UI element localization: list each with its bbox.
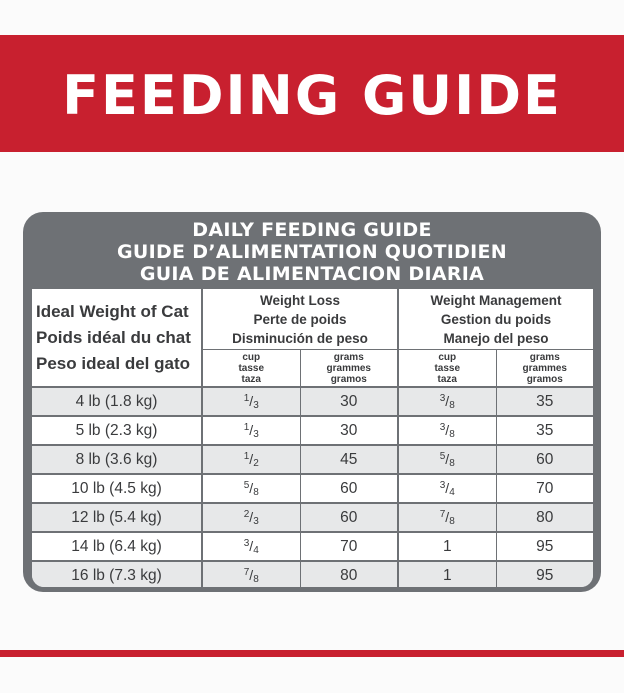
weight-header-fr: Poids idéal du chat bbox=[36, 327, 191, 347]
whole-number: 1 bbox=[442, 566, 452, 584]
mgmt-grams-header bbox=[496, 350, 593, 388]
mgmt-grams: 35 bbox=[496, 387, 593, 416]
loss-cup bbox=[202, 474, 300, 503]
taza-label: taza bbox=[437, 373, 457, 385]
grams-label: grams bbox=[529, 351, 560, 363]
table-row bbox=[32, 445, 593, 474]
weight-header-en: Ideal Weight of Cat bbox=[36, 301, 189, 321]
loss-grams: 80 bbox=[300, 561, 398, 587]
whole-number: 1 bbox=[442, 537, 452, 555]
loss-cup-header bbox=[202, 350, 300, 388]
mgmt-grams: 95 bbox=[496, 532, 593, 561]
numerator: 1 bbox=[243, 392, 250, 404]
table-row bbox=[32, 503, 593, 532]
denominator: 8 bbox=[253, 486, 259, 498]
mgmt-grams: 80 bbox=[496, 503, 593, 532]
denominator: 4 bbox=[253, 544, 259, 556]
numerator: 3 bbox=[439, 392, 446, 404]
loss-grams: 60 bbox=[300, 503, 398, 532]
card-title-fr: GUIDE D’ALIMENTATION QUOTIDIEN bbox=[116, 241, 507, 263]
numerator: 3 bbox=[439, 421, 446, 433]
mgmt-cup bbox=[398, 561, 496, 587]
gramos-label: gramos bbox=[526, 373, 563, 385]
cat-weight: 5 lb (2.3 kg) bbox=[32, 416, 202, 445]
weight-mgmt-en: Weight Management bbox=[430, 292, 562, 308]
denominator: 4 bbox=[449, 486, 455, 498]
feeding-table bbox=[32, 289, 593, 587]
fraction: $^3/_8$ bbox=[439, 392, 455, 411]
mgmt-cup bbox=[398, 387, 496, 416]
cat-weight: 14 lb (6.4 kg) bbox=[32, 532, 202, 561]
weight-loss-en: Weight Loss bbox=[259, 292, 340, 308]
fraction: $^7/_8$ bbox=[243, 566, 259, 585]
denominator: 8 bbox=[449, 399, 455, 411]
loss-grams: 60 bbox=[300, 474, 398, 503]
numerator: 7 bbox=[243, 566, 250, 578]
weight-loss-fr: Perte de poids bbox=[253, 311, 347, 327]
loss-grams-header bbox=[300, 350, 398, 388]
numerator: 2 bbox=[243, 508, 250, 520]
cat-weight: 16 lb (7.3 kg) bbox=[32, 561, 202, 587]
loss-cup bbox=[202, 387, 300, 416]
denominator: 8 bbox=[253, 573, 259, 585]
fraction: $^3/_8$ bbox=[439, 421, 455, 440]
weight-loss-header bbox=[202, 289, 398, 350]
denominator: 2 bbox=[253, 457, 259, 469]
numerator: 1 bbox=[243, 421, 250, 433]
fraction: $^1/_3$ bbox=[243, 421, 259, 440]
numerator: 3 bbox=[439, 479, 446, 491]
mgmt-grams: 95 bbox=[496, 561, 593, 587]
mgmt-grams: 60 bbox=[496, 445, 593, 474]
denominator: 8 bbox=[449, 428, 455, 440]
tasse-label: tasse bbox=[238, 362, 265, 374]
mgmt-cup bbox=[398, 474, 496, 503]
denominator: 3 bbox=[253, 399, 259, 411]
table-row bbox=[32, 387, 593, 416]
tasse-label: tasse bbox=[434, 362, 461, 374]
numerator: 7 bbox=[439, 508, 446, 520]
cup-label: cup bbox=[242, 351, 261, 363]
taza-label: taza bbox=[241, 373, 261, 385]
header-banner bbox=[0, 35, 624, 152]
bottom-rule bbox=[0, 650, 624, 657]
loss-grams: 30 bbox=[300, 416, 398, 445]
grams-label: grams bbox=[333, 351, 364, 363]
table-row bbox=[32, 561, 593, 587]
cup-label: cup bbox=[438, 351, 457, 363]
card-header bbox=[23, 212, 601, 288]
mgmt-cup bbox=[398, 445, 496, 474]
weight-column-header bbox=[32, 289, 202, 387]
cat-weight: 12 lb (5.4 kg) bbox=[32, 503, 202, 532]
weight-mgmt-es: Manejo del peso bbox=[443, 330, 549, 346]
weight-management-header bbox=[398, 289, 593, 350]
loss-grams: 30 bbox=[300, 387, 398, 416]
numerator: 3 bbox=[243, 537, 250, 549]
feeding-table-wrap bbox=[32, 289, 593, 587]
fraction: $^3/_4$ bbox=[243, 537, 259, 556]
loss-cup bbox=[202, 532, 300, 561]
mgmt-cup-header bbox=[398, 350, 496, 388]
mgmt-cup bbox=[398, 416, 496, 445]
mgmt-cup bbox=[398, 503, 496, 532]
mgmt-cup bbox=[398, 532, 496, 561]
fraction: $^1/_3$ bbox=[243, 392, 259, 411]
loss-cup bbox=[202, 445, 300, 474]
loss-grams: 45 bbox=[300, 445, 398, 474]
page-title: FEEDING GUIDE bbox=[62, 64, 562, 127]
denominator: 3 bbox=[253, 515, 259, 527]
table-row bbox=[32, 416, 593, 445]
cat-weight: 8 lb (3.6 kg) bbox=[32, 445, 202, 474]
loss-cup bbox=[202, 561, 300, 587]
cat-weight: 4 lb (1.8 kg) bbox=[32, 387, 202, 416]
fraction: $^2/_3$ bbox=[243, 508, 259, 527]
denominator: 3 bbox=[253, 428, 259, 440]
table-body bbox=[32, 387, 593, 587]
fraction: $^5/_8$ bbox=[439, 450, 455, 469]
fraction: $^3/_4$ bbox=[439, 479, 455, 498]
numerator: 5 bbox=[439, 450, 446, 462]
fraction: $^7/_8$ bbox=[439, 508, 455, 527]
denominator: 8 bbox=[449, 457, 455, 469]
numerator: 5 bbox=[243, 479, 250, 491]
denominator: 8 bbox=[449, 515, 455, 527]
feeding-guide-card bbox=[23, 212, 601, 592]
gramos-label: gramos bbox=[330, 373, 367, 385]
loss-cup bbox=[202, 503, 300, 532]
grammes-label: grammes bbox=[326, 362, 371, 374]
fraction: $^5/_8$ bbox=[243, 479, 259, 498]
numerator: 1 bbox=[243, 450, 250, 462]
table-row bbox=[32, 474, 593, 503]
weight-header-es: Peso ideal del gato bbox=[36, 353, 190, 373]
loss-grams: 70 bbox=[300, 532, 398, 561]
loss-cup bbox=[202, 416, 300, 445]
grammes-label: grammes bbox=[522, 362, 567, 374]
table-row bbox=[32, 532, 593, 561]
fraction: $^1/_2$ bbox=[243, 450, 259, 469]
cat-weight: 10 lb (4.5 kg) bbox=[32, 474, 202, 503]
card-title-es: GUIA DE ALIMENTACION DIARIA bbox=[139, 263, 485, 285]
weight-loss-es: Disminución de peso bbox=[232, 330, 368, 346]
mgmt-grams: 70 bbox=[496, 474, 593, 503]
card-title-en: DAILY FEEDING GUIDE bbox=[192, 219, 432, 241]
weight-mgmt-fr: Gestion du poids bbox=[440, 311, 552, 327]
mgmt-grams: 35 bbox=[496, 416, 593, 445]
